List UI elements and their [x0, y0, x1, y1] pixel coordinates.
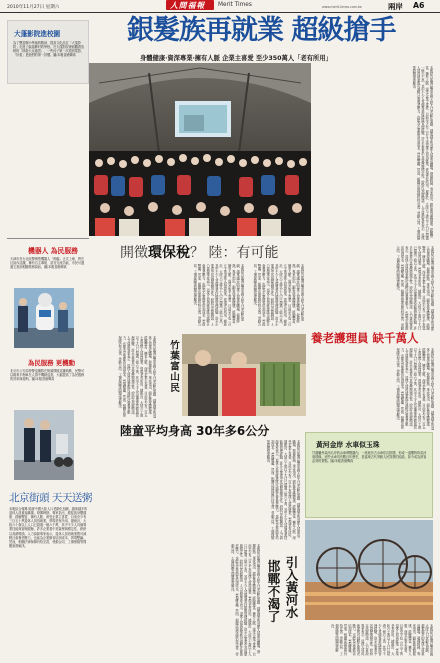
- paper-sub-name: Merit Times: [218, 2, 252, 8]
- waterwheel-illustration: [305, 520, 433, 620]
- beijing-headline: 北京街頭 天天送粥: [9, 492, 92, 504]
- waterwheel-photo: [305, 520, 433, 620]
- handan-body-right: 本報綜合報導 隨著中國大陸人口老齡化加劇，越來越多的退休人員重返職場，發揮餘熱。專家指出，銀髮族身體健康、經驗豐富、擁有人脈，深受企業主喜愛，目前至少有三百五十萬退休人員再就業，實現老有所用。據統計，大陸六十歲以上人口已超過一億六千萬，其中不少人具備專業技能與管理經驗，許多企業看中其資歷與穩定性，紛紛以高薪聘請。人力資源專家表示，退休人員再就業既可減輕社會養老壓力，也能為企業節省培訓成本，實現雙贏。然而，相關法律保障仍待完善，勞動合同、工傷保險等問題亟需解決。: [330, 624, 433, 656]
- elderly-headline: 養老護理員 缺千萬人: [311, 331, 419, 345]
- yellow-river-box: [305, 432, 433, 518]
- yellow-river-title: 黃河金岸 水車似玉珠: [316, 441, 380, 449]
- bamboo-photo: [182, 334, 306, 416]
- tax-headline-suffix: ？ 陸：有可能: [190, 245, 279, 261]
- bamboo-illustration: [182, 334, 306, 416]
- masthead: [0, 0, 440, 13]
- robot-photo: [14, 288, 74, 348]
- tax-headline-prefix: 開徵: [120, 245, 148, 261]
- police-body: 北京市公安局特警巡邏隊在街頭開展巡邏執勤，民警可以騎乘平衡車在人群中機動巡查，大幅提高了為民服務的效率與便利。圖/本報香港傳真: [10, 369, 85, 382]
- height-body: 本報綜合報導 隨著中國大陸人口老齡化加劇，越來越多的退休人員重返職場，發揮餘熱。專家指出，銀髮族身體健康、經驗豐富、擁有人脈，深受企業主喜愛，目前至少有三百五十萬退休人員再就業，實現老有所用。據統計，大陸六十歲以上人口已超過一億六千萬，其中不少人具備專業技能與管理經驗，許多企業看中其資歷與穩定性，紛紛以高薪聘請。人力資源專家表示，退休人員再就業既可減輕社會養老壓力，也能為企業節省培訓成本，實現雙贏。然而，相關法律保障仍待完善，勞動合同、工傷保險等問題亟需解決。: [265, 440, 300, 540]
- section-name: 兩岸: [388, 2, 403, 11]
- website: www.merit-times.com.tw: [322, 5, 362, 9]
- handan-headline-col2: 邯鄲不渴了: [266, 560, 281, 623]
- issue-date: 2010年11月27日 星期六: [7, 5, 60, 10]
- tax-body-2: 本報綜合報導 隨著中國大陸人口老齡化加劇，越來越多的退休人員重返職場，發揮餘熱。專家指出，銀髮族身體健康、經驗豐富、擁有人脈，深受企業主喜愛，目前至少有三百五十萬退休人員再就業，實現老有所用。據統計，大陸六十歲以上人口已超過一億六千萬，其中不少人具備專業技能與管理經驗，許多企業看中其資歷與穩定性，紛紛以高薪聘請。人力資源專家表示，退休人員再就業既可減輕社會養老壓力，也能為企業節省培訓成本，實現雙贏。然而，相關法律保障仍待完善，勞動合同、工傷保險等問題亟需解決。: [252, 264, 304, 326]
- page-number: A6: [413, 1, 425, 10]
- cinema-tent-illustration: [89, 63, 311, 236]
- robot-headline: 機器人 為民服務: [28, 247, 78, 255]
- main-subheadline: 身體健康‧資深專業‧擁有人脈 企業主喜愛 至少350萬人「老有所用」: [140, 55, 332, 62]
- paper-name: 人間福報: [170, 1, 206, 10]
- robot-body: 天津市首台社區警務型機器人「鈴鐺」正式上崗，將在社區內巡邏，擁有自主導航、語音交流功能，市民可通過它查詢相關業務資訊。圖/本報香港傳真: [10, 257, 85, 270]
- height-headline: 陸童平均身高 30年多6公分: [120, 424, 270, 438]
- divider: [7, 238, 89, 239]
- bamboo-headline: 竹葉富山民: [168, 340, 179, 393]
- tax-headline-emph: 環保稅: [148, 245, 190, 261]
- handan-headline-col1: 引入黃河水: [284, 556, 299, 619]
- elderly-body-top: 本報綜合報導 隨著中國大陸人口老齡化加劇，越來越多的退休人員重返職場，發揮餘熱。專家指出，銀髮族身體健康、經驗豐富、擁有人脈，深受企業主喜愛，目前至少有三百五十萬退休人員再就業，實現老有所用。據統計，大陸六十歲以上人口已超過一億六千萬，其中不少人具備專業技能與管理經驗，許多企業看中其資歷與穩定性，紛紛以高薪聘請。人力資源專家表示，退休人員再就業既可減輕社會養老壓力，也能為企業節省培訓成本，實現雙贏。然而，相關法律保障仍待完善，勞動合同、工傷保險等問題亟需解決。: [395, 246, 434, 331]
- main-headline: 銀髮族再就業 超級搶手: [127, 15, 396, 46]
- robot-illustration: [14, 288, 74, 348]
- bamboo-body: 本報綜合報導 隨著中國大陸人口老齡化加劇，越來越多的退休人員重返職場，發揮餘熱。專家指出，銀髮族身體健康、經驗豐富、擁有人脈，深受企業主喜愛，目前至少有三百五十萬退休人員再就業，實現老有所用。據統計，大陸六十歲以上人口已超過一億六千萬，其中不少人具備專業技能與管理經驗，許多企業看中其資歷與穩定性，紛紛以高薪聘請。人力資源專家表示，退休人員再就業既可減輕社會養老壓力，也能為企業節省培訓成本，實現雙贏。然而，相關法律保障仍待完善，勞動合同、工傷保險等問題亟需解決。: [117, 336, 156, 418]
- tax-body: 本報綜合報導 隨著中國大陸人口老齡化加劇，越來越多的退休人員重返職場，發揮餘熱。專家指出，銀髮族身體健康、經驗豐富、擁有人脈，深受企業主喜愛，目前至少有三百五十萬退休人員再就業，實現老有所用。據統計，大陸六十歲以上人口已超過一億六千萬，其中不少人具備專業技能與管理經驗，許多企業看中其資歷與穩定性，紛紛以高薪聘請。人力資源專家表示，退休人員再就業既可減輕社會養老壓力，也能為企業節省培訓成本，實現雙贏。然而，相關法律保障仍待完善，勞動合同、工傷保險等問題亟需解決。: [192, 264, 244, 326]
- main-story-body-right: 本報綜合報導 隨著中國大陸人口老齡化加劇，越來越多的退休人員重返職場，發揮餘熱。專家指出，銀髮族身體健康、經驗豐富、擁有人脈，深受企業主喜愛，目前至少有三百五十萬退休人員再就業，實現老有所用。據統計，大陸六十歲以上人口已超過一億六千萬，其中不少人具備專業技能與管理經驗，許多企業看中其資歷與穩定性，紛紛以高薪聘請。人力資源專家表示，退休人員再就業既可減輕社會養老壓力，也能為企業節省培訓成本，實現雙贏。然而，相關法律保障仍待完善，勞動合同、工傷保險等問題亟需解決。: [411, 66, 433, 240]
- police-illustration: [14, 410, 74, 480]
- beijing-body: 本報綜合報導 隨著中國大陸人口老齡化加劇，越來越多的退休人員重返職場，發揮餘熱。專家指出，銀髮族身體健康、經驗豐富、擁有人脈，深受企業主喜愛，目前至少有三百五十萬退休人員再就業，實現老有所用。據統計，大陸六十歲以上人口已超過一億六千萬，其中不少人具備專業技能與管理經驗，許多企業看中其資歷與穩定性，紛紛以高薪聘請。人力資源專家表示，退休人員再就業既可減輕社會養老壓力，也能為企業節省培訓成本，實現雙贏。然而，相關法律保障仍待完善，勞動合同、工傷保險等問題亟需解決。: [9, 507, 88, 548]
- campus-box-body: 為了豐富鄉小學童的精神、提高文化品位「大蓬影院」走進了偏遠鄉村的學校。在大蓬影院裡面觀看放映的「拯救大兵瑞恩」，一些孩子第一次看到電影，「好看」是他們的第一評價。圖/本報香港傳真: [13, 41, 85, 58]
- tax-headline: [120, 242, 278, 262]
- handan-body: 本報綜合報導 隨著中國大陸人口老齡化加劇，越來越多的退休人員重返職場，發揮餘熱。專家指出，銀髮族身體健康、經驗豐富、擁有人脈，深受企業主喜愛，目前至少有三百五十萬退休人員再就業，實現老有所用。據統計，大陸六十歲以上人口已超過一億六千萬，其中不少人具備專業技能與管理經驗，許多企業看中其資歷與穩定性，紛紛以高薪聘請。人力資源專家表示，退休人員再就業既可減輕社會養老壓力，也能為企業節省培訓成本，實現雙贏。然而，相關法律保障仍待完善，勞動合同、工傷保險等問題亟需解決。: [230, 544, 260, 656]
- police-photo: [14, 410, 74, 480]
- yellow-river-body: 甘肅蘭州黃河沿岸的水車博覽園內，一座座仿古水車依次排開，形成一道獨特的黃河風情線。這些水車具有數百年歷史，是當地古代勞動人民智慧的結晶，如今成為遊客必到的景點。圖/本報香港傳真: [312, 451, 427, 464]
- campus-box: [7, 20, 89, 84]
- police-headline: 為民服務 更機動: [28, 359, 75, 367]
- campus-box-title: 大蓬影院進校園: [14, 30, 61, 38]
- elderly-body-bottom: 本報綜合報導 隨著中國大陸人口老齡化加劇，越來越多的退休人員重返職場，發揮餘熱。專家指出，銀髮族身體健康、經驗豐富、擁有人脈，深受企業主喜愛，目前至少有三百五十萬退休人員再就業，實現老有所用。據統計，大陸六十歲以上人口已超過一億六千萬，其中不少人具備專業技能與管理經驗，許多企業看中其資歷與穩定性，紛紛以高薪聘請。人力資源專家表示，退休人員再就業既可減輕社會養老壓力，也能為企業節省培訓成本，實現雙贏。然而，相關法律保障仍待完善，勞動合同、工傷保險等問題亟需解決。: [395, 348, 434, 430]
- cinema-tent-photo: [89, 63, 311, 236]
